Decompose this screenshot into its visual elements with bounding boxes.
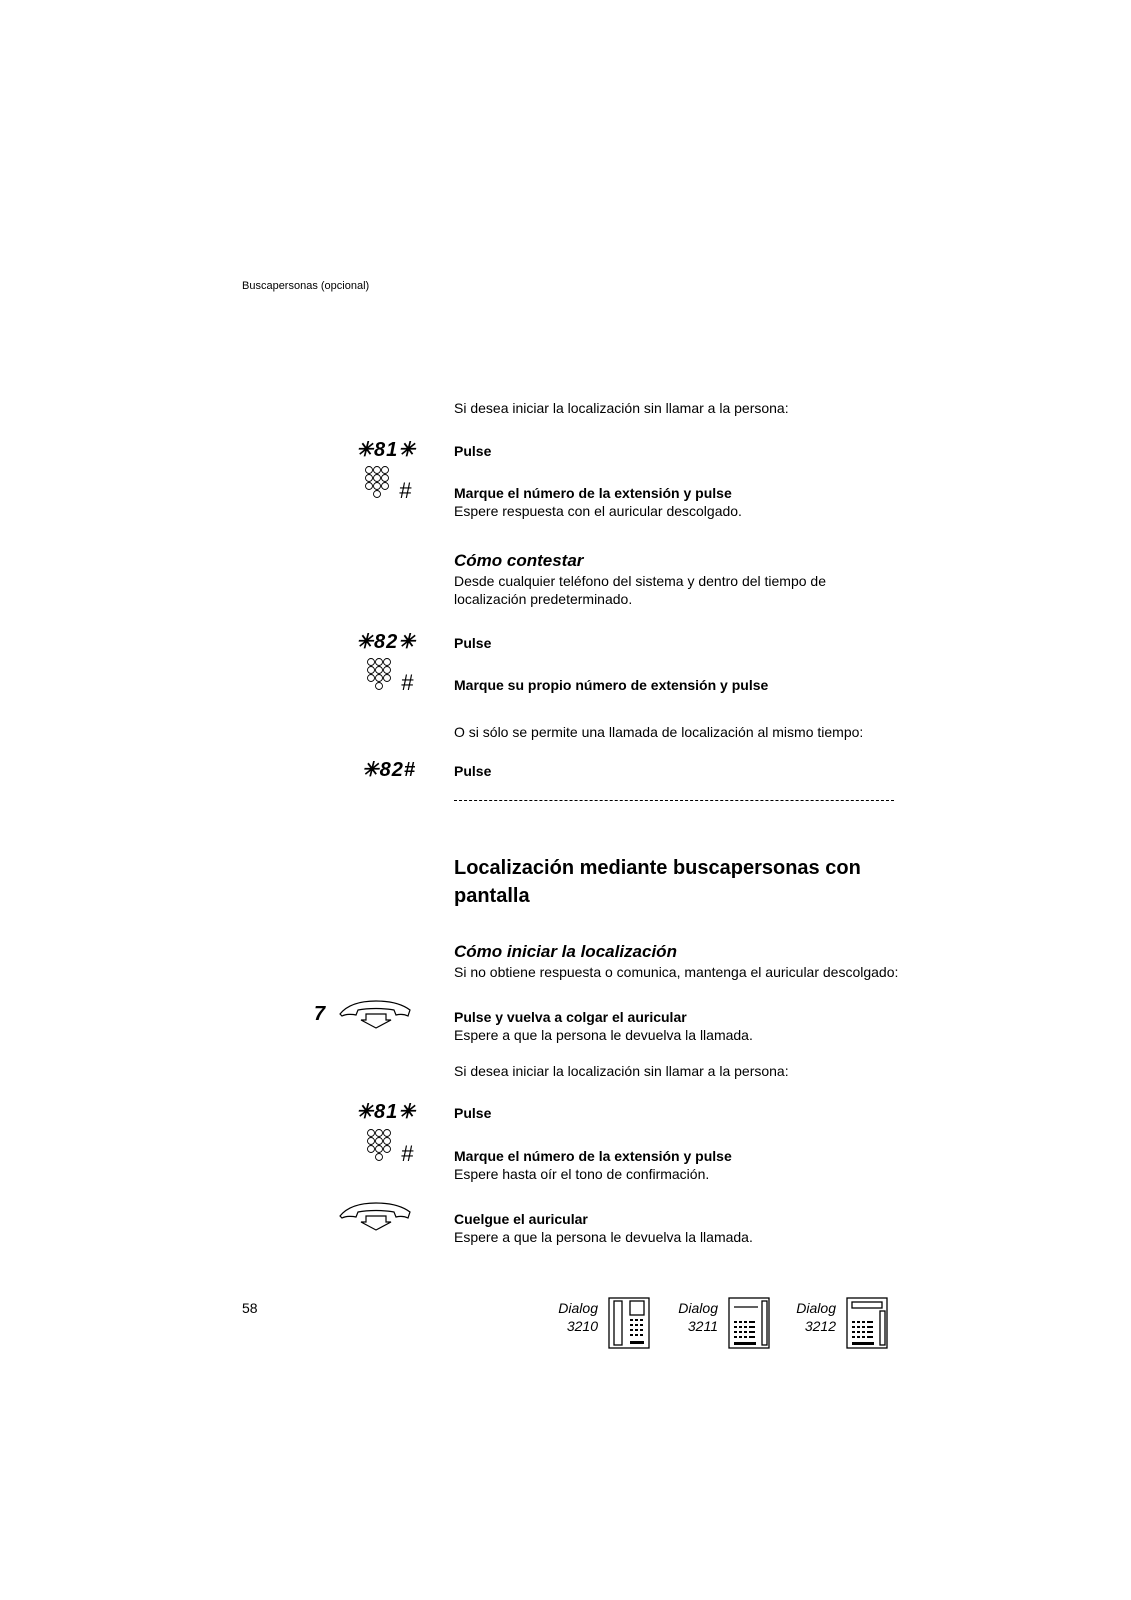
pulse-label: Pulse <box>454 635 492 651</box>
star-icon: ✳ <box>361 759 380 781</box>
handset-hangup-icon <box>338 998 412 1028</box>
running-header: Buscapersonas (opcional) <box>242 280 370 292</box>
star-icon: ✳ <box>356 439 374 461</box>
section-divider <box>454 800 894 801</box>
key-7: 7 <box>314 1003 326 1025</box>
pulse-label: Pulse <box>454 1105 492 1121</box>
model-label: Dialog 3212 <box>796 1300 836 1334</box>
phone-3212-icon <box>846 1297 888 1349</box>
star-icon: ✳ <box>398 439 416 461</box>
star-icon: ✳ <box>356 1101 374 1123</box>
section-heading: Localización mediante buscapersonas con pantalla <box>454 857 861 907</box>
alt-text: O si sólo se permite una llamada de localización al mismo tiempo: <box>454 724 864 740</box>
pulse-label: Pulse <box>454 443 492 459</box>
instruction-bold: Pulse y vuelva a colgar el auricular <box>454 1009 687 1025</box>
intro-text: Si desea iniciar la localización sin llamar a la persona: <box>454 400 789 416</box>
instruction-bold: Marque su propio número de extensión y pulse <box>454 677 769 693</box>
handset-hangup-icon <box>338 1200 412 1230</box>
instruction-bold: Marque el número de la extensión y pulse <box>454 485 732 501</box>
star-code-82: ✳82✳ <box>356 631 416 653</box>
star-icon: ✳ <box>398 1101 416 1123</box>
instruction-text: Espere a que la persona le devuelva la llamada. <box>454 1027 753 1043</box>
instruction-bold: Marque el número de la extensión y pulse <box>454 1148 732 1164</box>
subheading: Cómo iniciar la localización <box>454 942 677 961</box>
star-code-81: ✳81✳ <box>356 439 416 461</box>
instruction-text: Espere hasta oír el tono de confirmación. <box>454 1166 710 1182</box>
star-code-82-hash: ✳82# <box>361 759 416 781</box>
subheading: Cómo contestar <box>454 551 584 570</box>
star-icon: ✳ <box>398 631 416 653</box>
keypad-icon <box>366 657 406 697</box>
hash-icon: # <box>399 478 412 503</box>
phone-3211-icon <box>728 1297 770 1349</box>
keypad-icon <box>364 465 404 505</box>
pulse-label: Pulse <box>454 763 492 779</box>
star-icon: ✳ <box>356 631 374 653</box>
instruction-text: Espere respuesta con el auricular descolgado. <box>454 503 742 519</box>
model-label: Dialog 3211 <box>678 1300 718 1334</box>
desc-line: Desde cualquier teléfono del sistema y dentro del tiempo de <box>454 573 826 589</box>
keypad-icon <box>366 1128 406 1168</box>
desc-line: localización predeterminado. <box>454 591 633 607</box>
instruction-text: Espere a que la persona le devuelva la llamada. <box>454 1229 753 1245</box>
instruction-bold: Cuelgue el auricular <box>454 1211 588 1227</box>
hash-icon: # <box>401 1141 414 1166</box>
star-code-81: ✳81✳ <box>356 1101 416 1123</box>
phone-3210-icon <box>608 1297 650 1349</box>
intro-text: Si no obtiene respuesta o comunica, mantenga el auricular descolgado: <box>454 964 899 980</box>
intro-text: Si desea iniciar la localización sin llamar a la persona: <box>454 1063 789 1079</box>
model-label: Dialog 3210 <box>558 1300 598 1334</box>
hash-icon: # <box>403 759 416 781</box>
hash-icon: # <box>401 670 414 695</box>
page-number: 58 <box>242 1300 258 1316</box>
